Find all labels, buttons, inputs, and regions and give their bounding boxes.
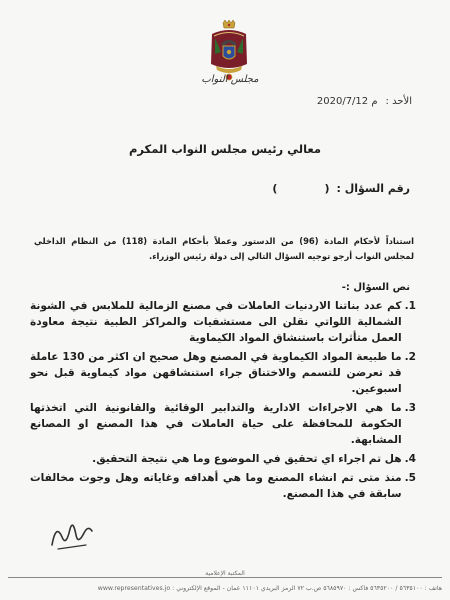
jordan-coat-of-arms-icon: [207, 20, 251, 82]
question-number-marker: 4.: [404, 453, 416, 465]
question-text: هل تم اجراء اي تحقيق في الموضوع وما هي نتيجة التحقيق.: [92, 453, 402, 465]
question-number-marker: 5.: [404, 472, 416, 484]
date-line: [317, 96, 412, 107]
date-day: الأحد :: [385, 96, 412, 107]
questions-list: [30, 298, 416, 505]
footer-contact: هاتف : ٥٦٣٥١٠٠ / ٥٦٣٥٢٠٠ فاكس : ٥٦٨٥٩٧٠ ص.ب ٧٢ الرمز البريدي ١١١٠١ عمان - الموقع الإلكتروني : www.representatives.jo: [97, 585, 442, 592]
question-number-open: (: [324, 182, 331, 195]
date-value: 2020/7/12 م: [316, 96, 378, 107]
question-item: [30, 349, 416, 397]
question-number-label: رقم السؤال :: [336, 182, 410, 195]
question-text: ما طبيعة المواد الكيماوية في المصنع وهل صحيح ان اكثر من 130 عاملة قد تعرضن للتسمم والاختناق جراء استنشاقهن مواد كيماوية قبل نحو اسبوعين.: [30, 351, 402, 395]
question-number-marker: 2.: [404, 351, 416, 363]
question-number-marker: 3.: [404, 402, 416, 414]
question-number-marker: 1.: [404, 300, 416, 312]
question-text-label: نص السؤال :-: [341, 282, 410, 293]
question-item: [30, 451, 416, 467]
question-text: كم عدد بناتنا الاردنيات العاملات في مصنع الزمالية للملابس في الشونة الشمالية اللواتي نقلن الى مستشفيات والمراكز الطبية نتيجة معاودة العمل متأثرات باستنشاق المواد الكيماوية: [30, 300, 402, 344]
question-item: [30, 298, 416, 346]
preamble-paragraph: استناداً لأحكام المادة (96) من الدستور وعملاً بأحكام المادة (118) من النظام الداخلي لمجلس النواب أرجو توجيه السؤال التالي إلى دولة رئيس الوزراء.: [34, 236, 414, 261]
recipient-heading: معالي رئيس مجلس النواب المكرم: [128, 142, 322, 156]
letterhead-name: مجلس النواب: [201, 74, 259, 85]
question-item: [30, 400, 416, 448]
question-text: ما هي الاجراءات الادارية والتدابير الوقائية والقانونية التي اتخذتها الحكومة للمحافظة على حياة العاملات في هذا المصنع او المصانع المشابهة.: [30, 402, 402, 446]
signature: [46, 515, 98, 555]
question-text: منذ متى تم انشاء المصنع وما هي أهدافه وغاياته وهل وجوت مخالفات سابقة في هذا المصنع.: [30, 472, 402, 500]
question-number-close: ): [272, 182, 279, 195]
question-number: [272, 182, 410, 195]
footer-name: المكتبة الإعلامية: [205, 570, 245, 577]
footer-divider: [8, 577, 442, 578]
question-item: [30, 470, 416, 502]
